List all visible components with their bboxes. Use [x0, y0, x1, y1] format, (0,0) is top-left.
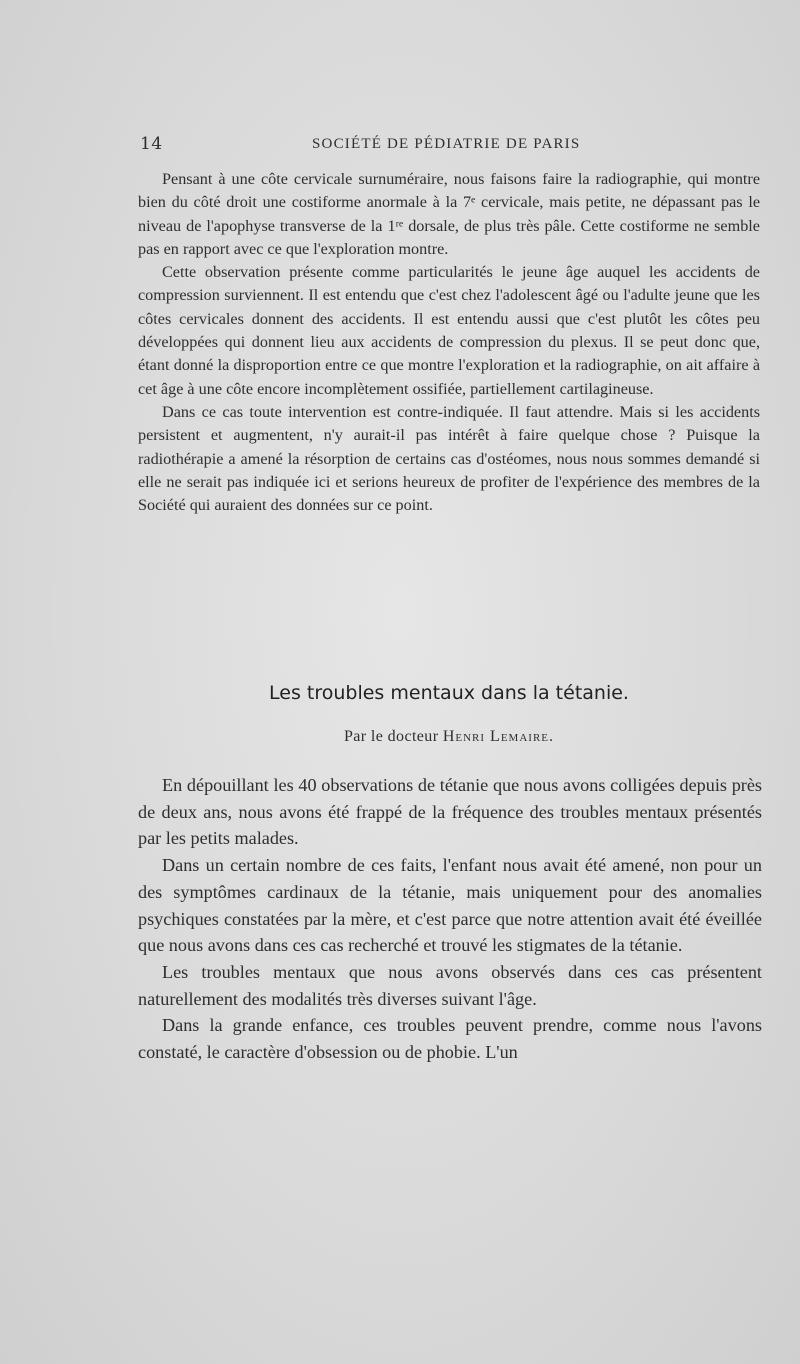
byline-prefix: Par le docteur — [343, 728, 439, 745]
paragraph: Dans ce cas toute intervention est contre-indiquée. Il faut attendre. Mais si les accidents persistent et augmentent, n'y aurait-il pas intérêt à faire quelque chose ? Puisque la radiothérapie a amené la résorption de certains cas d'ostéomes, nous nous sommes demandé si elle ne serait pas indiquée ici et serions heureux de profiter de l'expérience des membres de la Société qui auraient des données sur ce point. — [138, 402, 760, 515]
paragraph: En dépouillant les 40 observations de tétanie que nous avons colligées depuis près de deux ans, nous avons été frappé de la fréquence des troubles mentaux présentés par les petits malades. — [138, 775, 762, 849]
running-head: SOCIÉTÉ DE PÉDIATRIE DE PARIS — [312, 136, 581, 152]
previous-article-text — [138, 168, 760, 517]
paragraph: Cette observation présente comme particularités le jeune âge auquel les accidents de compression surviennent. Il est entendu que c'est chez l'adolescent âgé ou l'adulte jeune que les côtes cervicales donnent des accidents. Il est entendu aussi que c'est plutôt les côtes peu développées qui donnent lieu aux accidents de compression du plexus. Il se peut donc que, étant donné la disproportion entre ce que montre l'exploration et la radiographie, on ait affaire à cet âge à une côte encore incomplètement ossifiée, partiellement cartilagineuse. — [138, 263, 760, 398]
paragraph: Dans la grande enfance, ces troubles peuvent prendre, comme nous l'avons constaté, le caractère d'obsession ou de phobie. L'un — [138, 1015, 762, 1063]
page-header — [138, 134, 760, 160]
paragraph: Les troubles mentaux que nous avons observés dans ces cas présentent naturellement des modalités très diverses suivant l'âge. — [138, 961, 762, 1009]
page-number: 14 — [140, 134, 163, 154]
author-name: Henri Lemaire. — [442, 728, 554, 745]
paragraph: Pensant à une côte cervicale surnuméraire, nous faisons faire la radiographie, qui montre bien du côté droit une costiforme anormale à la 7ᵉ cervicale, mais petite, ne dépassant pas le niveau de l'apophyse transverse de la 1ʳᵉ dorsale, de plus très pâle. Cette costiforme ne semble pas en rapport avec ce que l'exploration montre. — [138, 170, 760, 258]
article-title: Les troubles mentaux dans la tétanie. — [269, 682, 629, 704]
article-body — [138, 772, 762, 1066]
paragraph: Dans un certain nombre de ces faits, l'enfant nous avait été amené, non pour un des symptômes cardinaux de la tétanie, mais uniquement pour des anomalies psychiques constatées par la mère, et c'est parce que notre attention avait été éveillée que nous avons dans ces cas recherché et trouvé les stigmates de la tétanie. — [138, 855, 762, 956]
article-byline — [138, 728, 760, 746]
